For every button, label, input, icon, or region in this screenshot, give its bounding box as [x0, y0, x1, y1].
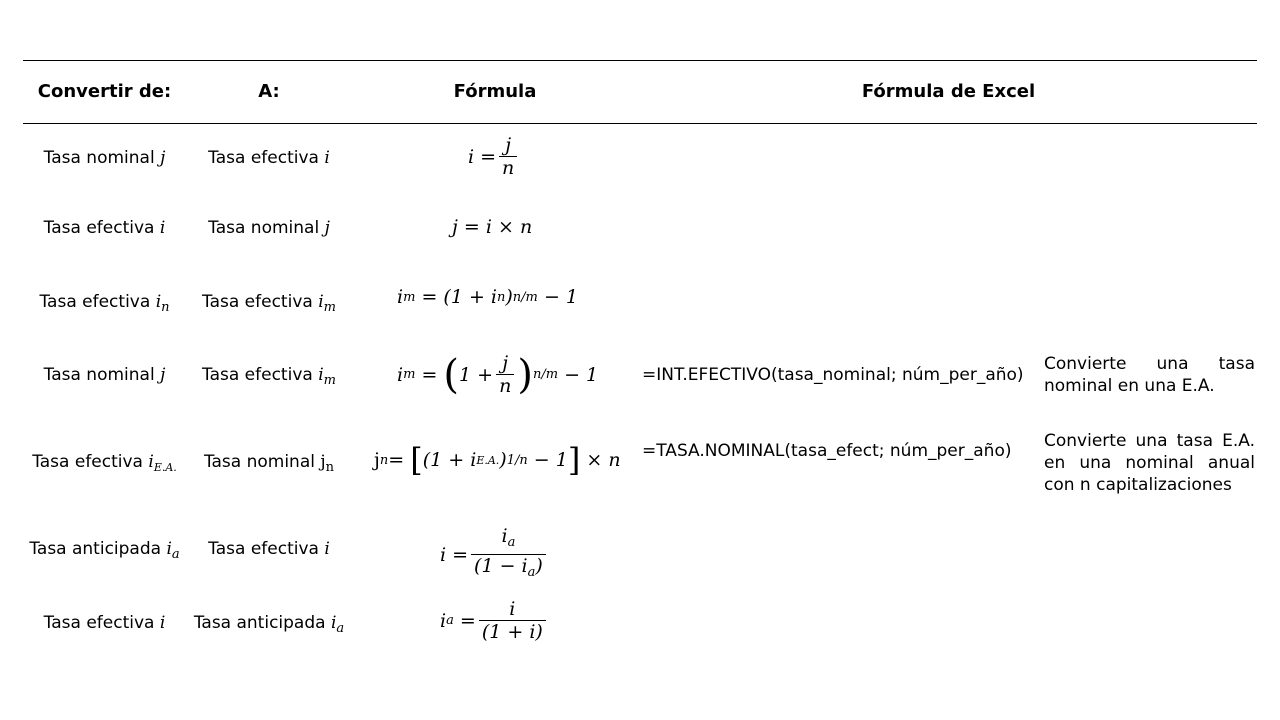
- row3-from: Tasa efectiva $i_n$: [39, 292, 170, 315]
- row4-from: Tasa nominal j: [43, 365, 166, 385]
- row2-formula: j = i × n: [452, 216, 533, 238]
- row5-formula: j n = [ (1 + i E.A. ) 1/n − 1 ] × n: [374, 441, 621, 479]
- row2-from: Tasa efectiva i: [43, 218, 166, 238]
- header-formula: Fórmula: [453, 81, 537, 102]
- row5-excel-formula: =TASA.NOMINAL(tasa_efect; núm_per_año): [642, 441, 1012, 461]
- row4-excel-formula: =INT.EFECTIVO(tasa_nominal; núm_per_año): [642, 365, 1024, 385]
- row6-from: Tasa anticipada $i_a$: [29, 539, 180, 562]
- row2-to: Tasa nominal j: [208, 218, 330, 238]
- row5-description: Convierte una tasa E.A. en una nominal anual con n capitalizaciones: [1044, 431, 1255, 495]
- row1-from: Tasa nominal j: [43, 148, 166, 168]
- row3-formula: i m = (1 + i n ) n/m − 1: [397, 286, 578, 308]
- row5-to: Tasa nominal $j_n$: [203, 452, 335, 475]
- row7-from: Tasa efectiva i: [43, 613, 166, 633]
- top-rule: [23, 60, 1257, 61]
- header-formula-excel: Fórmula de Excel: [861, 81, 1036, 102]
- row1-formula: i = $\frac{j}{n}$: [468, 134, 520, 179]
- row6-to: Tasa efectiva i: [208, 539, 330, 559]
- row5-from: Tasa efectiva $i_{E.A.}$: [32, 452, 177, 474]
- row4-to: Tasa efectiva $i_m$: [202, 365, 336, 388]
- row4-description: Convierte una tasa nominal en una E.A.: [1044, 354, 1255, 396]
- row4-formula: i m = ( 1 + $\frac{j}{n}$ ) n/m − 1: [397, 351, 599, 398]
- row7-formula: i a = $\frac{i}{(1 + i)}$: [440, 598, 549, 643]
- row3-to: Tasa efectiva $i_m$: [202, 292, 336, 315]
- header-convertir-de: Convertir de:: [37, 81, 172, 102]
- row7-to: Tasa anticipada $i_a$: [193, 613, 345, 636]
- row1-to: Tasa efectiva i: [208, 148, 330, 168]
- header-a: A:: [258, 81, 280, 102]
- row6-formula: i = $\frac{i_a}{(1 - i_a)}$: [440, 525, 549, 584]
- header-rule: [23, 123, 1257, 124]
